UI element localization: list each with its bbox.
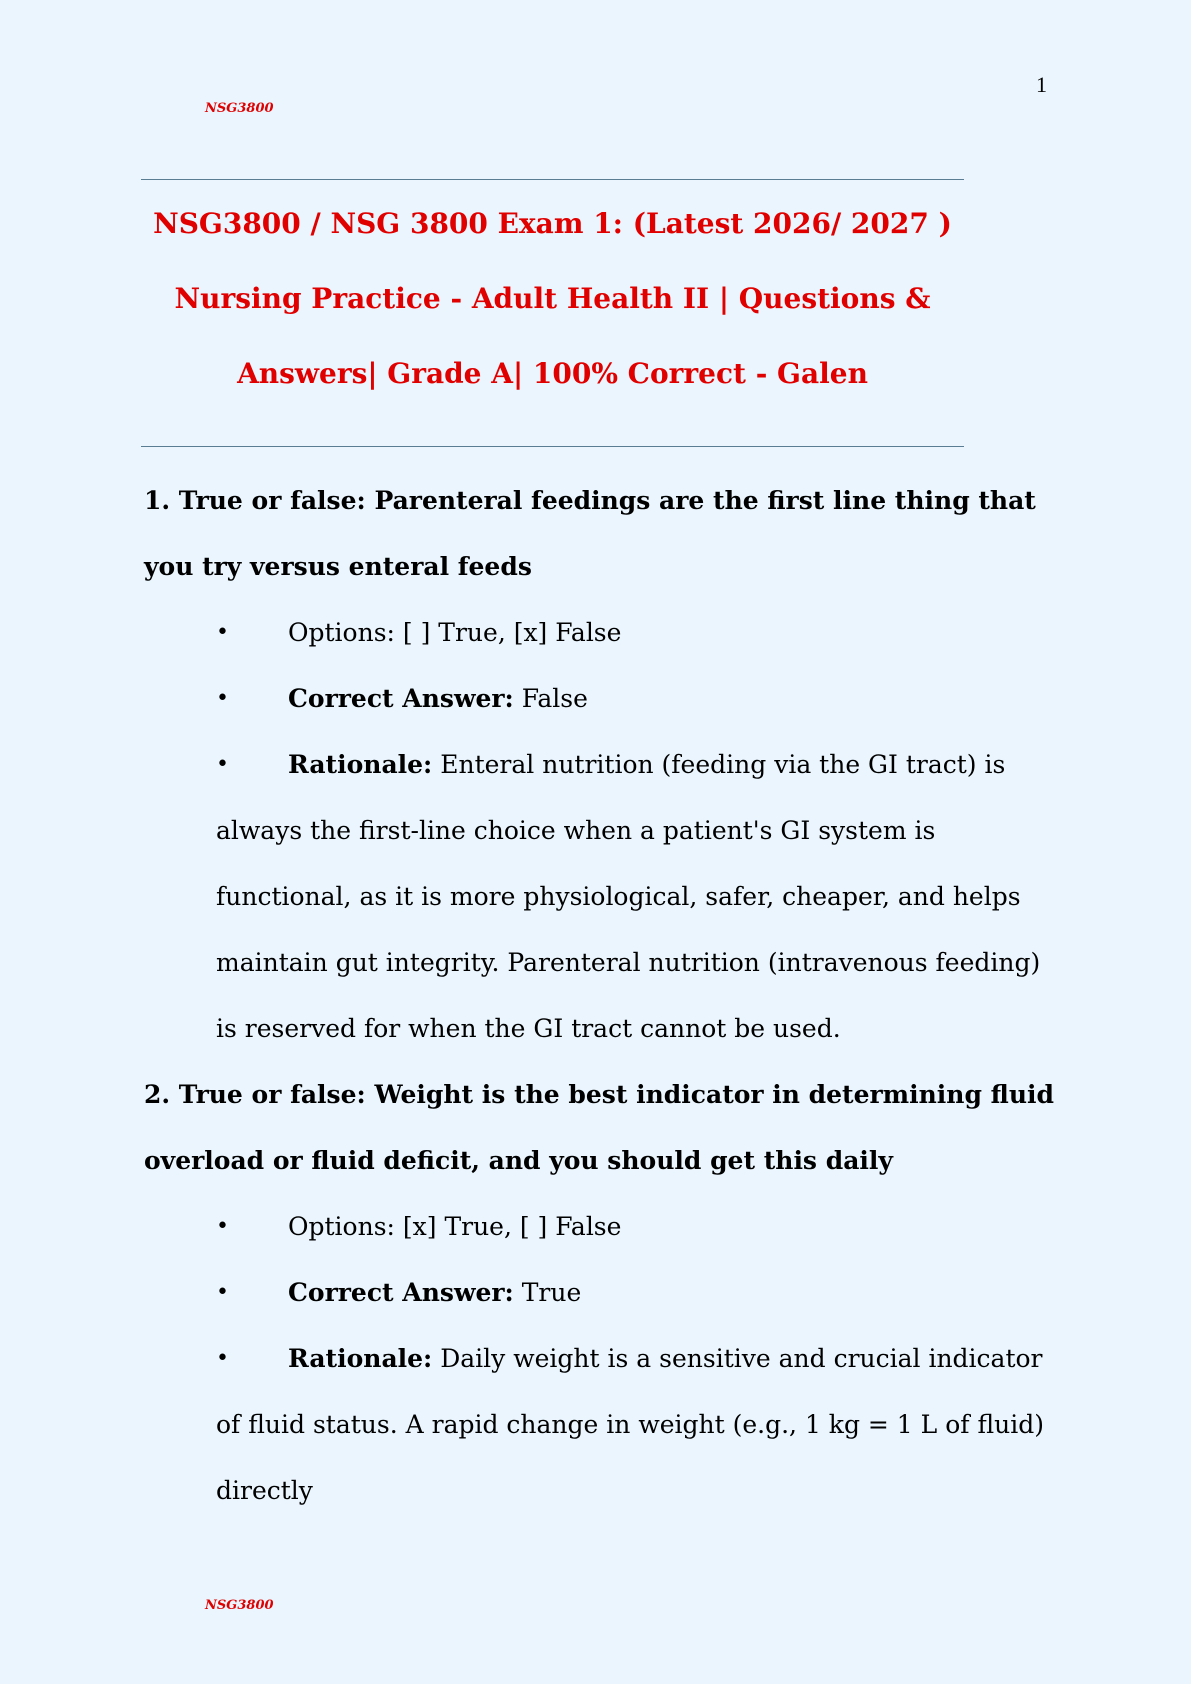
correct-answer-bullet xyxy=(216,666,1064,732)
options-text: Options: [ ] True, [x] False xyxy=(288,618,622,647)
rationale-text: Daily weight is a sensitive and crucial indicator of fluid status. A rapid change in weight (e.g., 1 kg = 1 L of fluid) directly xyxy=(216,1344,1044,1505)
question-item xyxy=(144,1062,1064,1524)
correct-answer-label: Correct Answer: xyxy=(288,684,514,713)
rationale-bullet xyxy=(216,732,1064,1062)
title-line-3: Answers| Grade A| 100% Correct - Galen xyxy=(237,357,868,390)
correct-answer-label: Correct Answer: xyxy=(288,1278,514,1307)
rationale-label: Rationale: xyxy=(288,750,433,779)
header-course-tag: NSG3800 xyxy=(205,101,274,116)
rationale-label: Rationale: xyxy=(288,1344,433,1373)
correct-answer-bullet xyxy=(216,1260,1064,1326)
correct-answer-value: False xyxy=(513,684,588,713)
correct-answer-value: True xyxy=(513,1278,582,1307)
document-title xyxy=(141,186,964,411)
options-text: Options: [x] True, [ ] False xyxy=(288,1212,622,1241)
answer-bullets xyxy=(144,600,1064,1062)
question-item xyxy=(144,468,1064,1062)
question-list xyxy=(144,468,1064,1524)
options-bullet xyxy=(216,1194,1064,1260)
rationale-bullet xyxy=(216,1326,1064,1524)
answer-bullets xyxy=(144,1194,1064,1524)
question-prompt: 2. True or false: Weight is the best indicator in determining fluid overload or fluid deficit, and you should get this daily xyxy=(144,1080,1054,1175)
title-top-rule xyxy=(141,179,964,180)
title-line-1: NSG3800 / NSG 3800 Exam 1: (Latest 2026/ 2027 ) xyxy=(153,207,952,240)
rationale-text: Enteral nutrition (feeding via the GI tract) is always the first-line choice when a patient's GI system is functional, as it is more physiological, safer, cheaper, and helps maintain gut integrity. Parenteral nutrition (intravenous feeding) is reserved for when the GI tract cannot be used. xyxy=(216,750,1041,1043)
title-bottom-rule xyxy=(141,446,964,447)
title-line-2: Nursing Practice - Adult Health II | Questions & xyxy=(174,282,931,315)
footer-course-tag: NSG3800 xyxy=(205,1598,274,1613)
question-prompt: 1. True or false: Parenteral feedings are the first line thing that you try versus enteral feeds xyxy=(144,486,1036,581)
page-number: 1 xyxy=(1036,72,1047,97)
options-bullet xyxy=(216,600,1064,666)
